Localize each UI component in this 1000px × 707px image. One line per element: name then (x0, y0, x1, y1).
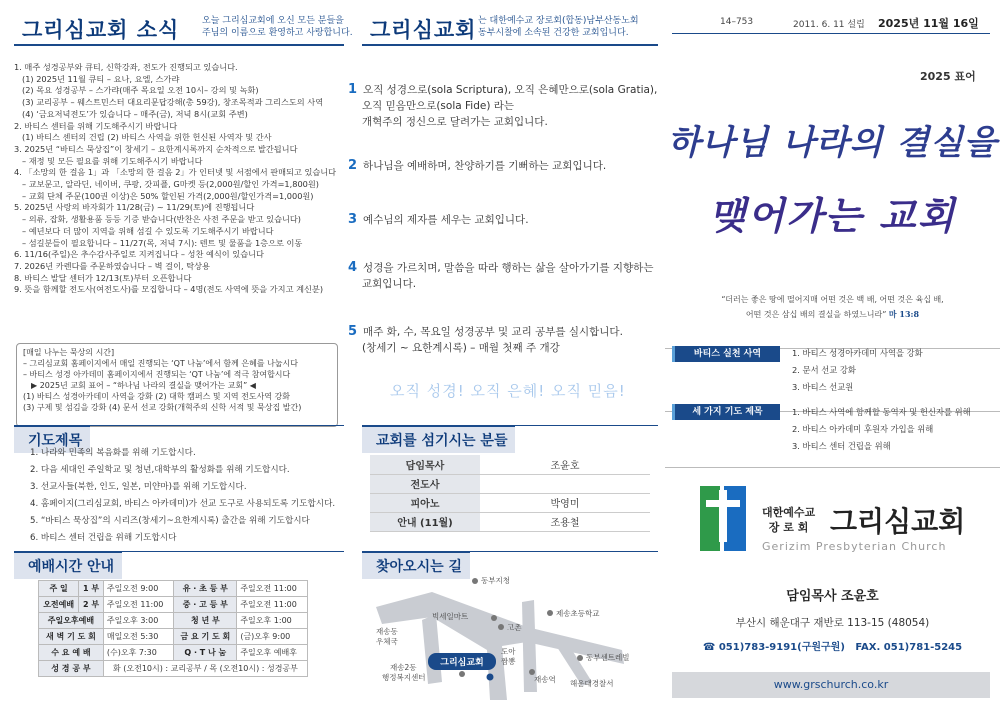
staff-row (370, 493, 650, 512)
map-label-church: 그리심교회 (440, 658, 484, 668)
tag1-item: 3. 바티스 선교원 (792, 382, 854, 392)
staff-name: 박영미 (480, 493, 650, 512)
contact (665, 638, 1000, 653)
schedule-cell: 청 년 부 (174, 613, 237, 629)
vision-number: 4 (348, 260, 358, 275)
map-label-doa-2: 짬뽕 (501, 657, 516, 666)
map-label-gohyeon: 고촌 (507, 623, 522, 632)
map-label-admin-1: 재송2동 (390, 663, 417, 672)
meditation-line: (1) 바티스 성경아카데미 사역을 강화 (2) 대학 캠퍼스 및 지역 전도사역 강화 (23, 392, 291, 401)
vision-line (348, 212, 529, 228)
middle-rule (362, 44, 658, 46)
schedule-cell: 화 (오전10시) : 교리공부 / 목 (오전10시) : 성경공부 (103, 661, 307, 677)
vision-number: 5 (348, 324, 358, 339)
schedule-title: 예배시간 안내 (14, 552, 122, 579)
schedule-cell: (금)오후 9:00 (237, 629, 308, 645)
news-item: – 예년보다 더 많이 지역을 위해 섬길 수 있도록 기도해주시기 바랍니다 (22, 225, 274, 236)
map-dot-east-station (472, 578, 478, 584)
schedule-cell: 주일오전 11:00 (103, 597, 173, 613)
fax: FAX. 051)781-5245 (855, 642, 963, 653)
tag2-item: 1. 바티스 사역에 함께할 동역자 및 헌신자를 위해 (792, 407, 971, 417)
map-dot-center2 (577, 655, 583, 661)
news-item: – 재정 및 모든 필요를 위해 기도해주시기 바랍니다 (22, 155, 203, 166)
bulletin-date: 2025년 11월 16일 (878, 17, 979, 30)
tag1-item: 2. 문서 선교 강화 (792, 365, 856, 375)
vision-item (348, 324, 623, 356)
prayer-tag: 세 가지 기도 제목 (672, 404, 780, 420)
news-item: (4) ‘금요저녁전도’가 있습니다 – 매주(금), 저녁 8시(교회 주변) (22, 108, 248, 119)
prayer-title: 기도제목 (14, 426, 90, 453)
vision-number: 3 (348, 212, 358, 227)
logo-english: Gerizim Presbyterian Church (762, 540, 947, 553)
schedule-cell: 주일오후 예배후 (237, 645, 308, 661)
staff-name (480, 474, 650, 493)
ministry-tag: 바티스 실천 사역 (672, 346, 780, 362)
staff-row (370, 474, 650, 493)
vision-item (348, 158, 606, 174)
staff-row (370, 512, 650, 531)
news-title: 그리심교회 소식 (22, 18, 180, 42)
pastor-name: 담임목사 조윤호 (786, 589, 879, 604)
logo-church-name: 그리심교회 (830, 505, 966, 538)
vision-text: 예수님의 제자를 세우는 교회입니다. (363, 214, 529, 226)
news-item: 7. 2026년 카렌다를 주문하였습니다 – 벽 걸이, 탁상용 (14, 260, 210, 271)
map-dot-church (487, 674, 494, 681)
news-item: 8. 바티스 발달 센터가 12/13(토)부터 오픈합니다 (14, 272, 192, 283)
tag2-item: 3. 바티스 센터 건립을 위해 (792, 441, 891, 451)
schedule-cell: 주일오전 11:00 (237, 597, 308, 613)
vision-number: 2 (348, 158, 358, 173)
schedule-cell: 오전예배 (39, 597, 79, 613)
verse-ref: 마 13:8 (888, 309, 920, 319)
staff-table (370, 455, 650, 532)
vision-text: 매주 화, 수, 목요일 성경공부 및 교리 공부를 실시합니다. (363, 326, 623, 338)
news-item: – 교회 단체 주문(100권 이상)은 50% 할인된 가격(2,000원/할인가격=1,000원) (22, 190, 314, 201)
tag1-item: 1. 바티스 성경아카데미 사역을 강화 (792, 348, 923, 358)
logo-denomination: 대한예수교 장 로 회 (762, 506, 816, 534)
meditation-line: [매일 나누는 묵상의 시간] (23, 348, 115, 357)
left-rule (14, 44, 344, 46)
vision-number: 1 (348, 82, 358, 97)
map-label-post-1: 재송동 (376, 627, 398, 636)
staff-role: 담임목사 (370, 455, 480, 474)
founded-date: 2011. 6. 11 설립 (793, 20, 865, 30)
map-dot-school (547, 610, 553, 616)
schedule-cell: 주일오후 3:00 (103, 613, 173, 629)
vision-text: 오직 믿음만으로(sola Fide) 라는 (362, 100, 515, 112)
right-rule (672, 33, 990, 34)
schedule-cell: Q · T 나 눔 (174, 645, 237, 661)
vision-line (348, 260, 653, 276)
schedule-row (39, 661, 308, 677)
left-header (22, 14, 179, 44)
map-dot-gohyeon (498, 624, 504, 630)
schedule-cell: 매일오전 5:30 (103, 629, 173, 645)
news-item: (1) 바티스 센터의 건립 (2) 바티스 사역을 위한 헌신된 사역자 및 간사 (22, 132, 272, 143)
church-subtitle: 는 대한예수교 장로회(합동)남부산동노회 동부시찰에 소속된 건강한 교회입니다. (478, 16, 639, 38)
vision-line (348, 98, 657, 114)
map-dot-mart (491, 615, 497, 621)
staff-role: 피아노 (370, 493, 480, 512)
vision-item (348, 82, 657, 130)
vision-line (348, 114, 657, 130)
schedule-cell: 중 · 고 등 부 (174, 597, 237, 613)
news-item: 5. 2025년 사랑의 바자회가 11/28(금) ~ 11/29(토)에 진행됩니다 (14, 202, 255, 213)
schedule-cell: 금 요 기 도 회 (174, 629, 237, 645)
prayer-item: 2. 다음 세대인 주일학교 및 청년,대학부의 활성화를 위해 기도합시다. (30, 465, 290, 475)
prayer-item: 1. 나라와 민족의 복음화를 위해 기도합시다. (30, 448, 196, 458)
motto-label: 2025 표어 (920, 70, 976, 83)
news-subtitle: 오늘 그리심교회에 오신 모든 분들을 주님의 이름으로 환영하고 사랑합니다. (202, 16, 353, 38)
vision-item (348, 260, 653, 292)
issue-number: 14–753 (720, 17, 754, 27)
website-link[interactable]: www.grschurch.co.kr (672, 672, 990, 698)
prayer-item: 6. 바티스 센터 건립을 위해 기도합시다 (30, 533, 177, 543)
church-title: 그리심교회 (370, 18, 477, 42)
tag2-item: 2. 바티스 아카데미 후원자 가입을 위해 (792, 424, 934, 434)
schedule-row (39, 581, 308, 597)
schedule-cell: 주일오후예배 (39, 613, 104, 629)
schedule-table (38, 580, 308, 677)
map-title: 찾아오시는 길 (362, 552, 470, 579)
schedule-cell: 유 · 초 등 부 (174, 581, 237, 597)
map-label-doa-1: 도아 (501, 647, 516, 656)
schedule-cell: 주일오전 11:00 (237, 581, 308, 597)
directions-map (362, 572, 658, 702)
map-label-admin-2: 행정복지센터 (382, 673, 426, 682)
schedule-cell: 주 일 (39, 581, 79, 597)
news-item: 9. 뜻을 함께할 전도사(여전도사)를 모집합니다 – 4명(전도 사역에 뜻을 가지고 계신분) (14, 284, 324, 295)
schedule-row (39, 597, 308, 613)
tel: ☎ 051)783-9191(구원구원) (702, 642, 845, 653)
schedule-cell: 2 부 (79, 597, 104, 613)
news-item: (3) 교리공부 – 웨스트민스터 대요리문답강해(총 59강), 창조목적과 그리스도의 사역 (22, 97, 324, 108)
prayer-list (30, 445, 335, 547)
map-label-center2: 동부센트레빌 (586, 653, 630, 662)
staff-section (362, 425, 658, 453)
news-item: – 의류, 잡화, 생활용품 등등 기증 받습니다(반찬은 사전 주문을 받고 있습니다) (22, 214, 301, 225)
church-logo-icon (700, 486, 750, 551)
meditation-line: – 바티스 성경 아카데미 홈페이지에서 진행되는 ‘QT 나눔’에 적극 참여합시다 (23, 370, 291, 379)
vision-item (348, 212, 529, 228)
address: 부산시 해운대구 재반로 113-15 (48054) (735, 617, 930, 629)
vision-text: 성경을 가르치며, 말씀을 따라 행하는 삶을 살아가기를 지향하는 (363, 262, 654, 274)
bible-verse: “더러는 좋은 땅에 떨어지매 어떤 것은 백 배, 어떤 것은 육십 배, 어떤 것은 삼십 배의 결실을 하였느니라” 마 13:8 (721, 295, 944, 319)
prayer-tag-list (792, 404, 971, 455)
map-label-station: 재송역 (534, 675, 556, 684)
ministry-list (792, 345, 923, 396)
schedule-cell: 1 부 (79, 581, 104, 597)
news-item: 6. 11/16(주일)은 추수감사주일로 지켜집니다 – 성찬 예식이 있습니다 (14, 249, 264, 260)
meditation-line: (3) 구제 및 섬김을 강화 (4) 문서 선교 강화(개혁주의 신학 서적 및 묵상집 발간) (23, 403, 302, 412)
map-label-mart: 빅세일마트 (432, 612, 469, 621)
prayer-item: 3. 선교사들(북한, 인도, 일본, 미얀마)를 위해 기도합시다. (30, 482, 247, 492)
schedule-cell: (수)오후 7:30 (103, 645, 173, 661)
vision-line (348, 324, 623, 340)
schedule-row (39, 629, 308, 645)
news-item: (1) 2025년 11월 큐티 – 요나, 요엘, 스가랴 (22, 73, 180, 84)
meditation-line: ▶ 2025년 교회 표어 – “하나님 나라의 결실을 맺어가는 교회” ◀ (31, 381, 256, 390)
staff-row (370, 455, 650, 474)
slogan: 오직 성경! 오직 은혜! 오직 믿음! (390, 382, 626, 400)
motto-line-2: 맺어가는 교회 (708, 193, 957, 238)
map-label-school: 제송초등학교 (556, 609, 600, 618)
news-item: 4. 「소망의 한 걸음 1」과 「소망의 한 걸음 2」가 인터넷 및 서점에서 판매되고 있습니다 (14, 167, 337, 178)
schedule-cell: 수 요 예 배 (39, 645, 104, 661)
news-item: 2. 바티스 센터를 위해 기도해주시기 바랍니다 (14, 120, 178, 131)
schedule-cell: 주일오후 1:00 (237, 613, 308, 629)
schedule-row (39, 613, 308, 629)
news-list (14, 62, 344, 296)
vision-text: 교회입니다. (362, 278, 417, 290)
staff-role: 안내 (11월) (370, 512, 480, 531)
staff-title: 교회를 섬기시는 분들 (362, 426, 515, 453)
schedule-section (14, 551, 344, 579)
meditation-line: – 그리심교회 홈페이지에서 매일 진행되는 ‘QT 나눔’에서 함께 은혜를 나눕시다 (23, 359, 298, 368)
logo-rule (665, 467, 1000, 468)
news-item: 3. 2025년 “바티스 묵상집”이 창세기 – 요한계시록까지 순차적으로 발간됩니다 (14, 143, 298, 154)
vision-line (348, 82, 657, 98)
map-label-east-station: 동부지청 (481, 576, 510, 585)
vision-line (348, 340, 623, 356)
news-item: 1. 매주 성경공부와 큐티, 신학강좌, 전도가 진행되고 있습니다. (14, 62, 238, 72)
news-item: – 교보문고, 알라딘, 네이버, 쿠팡, 갓피플, G마켓 등(2,000원/할인 가격=1,800원) (22, 179, 319, 190)
middle-header (370, 14, 476, 44)
vision-line (348, 276, 653, 292)
news-item: (2) 목요 성경공부 – 스가랴(매주 목요일 오전 10시– 강의 및 녹화) (22, 85, 259, 96)
prayer-item: 4. 홈페이지(그리심교회, 바티스 아카데미)가 선교 도구로 사용되도록 기도합시다. (30, 499, 336, 509)
vision-text: 오직 성경으로(sola Scriptura), 오직 은혜만으로(sola Gratia), (363, 84, 658, 96)
vision-text: 개혁주의 정신으로 달려가는 교회입니다. (362, 116, 548, 128)
schedule-cell: 주일오전 9:00 (103, 581, 173, 597)
map-label-post-2: 우체국 (376, 637, 398, 646)
staff-role: 전도사 (370, 474, 480, 493)
schedule-cell: 성 경 공 부 (39, 661, 104, 677)
vision-line (348, 158, 606, 174)
meditation-box (16, 343, 338, 427)
map-dot-admin (459, 671, 465, 677)
schedule-cell: 새 벽 기 도 회 (39, 629, 104, 645)
staff-name: 조윤호 (480, 455, 650, 474)
motto-line-1: 하나님 나라의 결실을 (667, 123, 998, 163)
news-item: – 섬길분들이 필요합니다 – 11/27(목, 저녁 7시): 텐트 및 물품을 1층으로 이동 (22, 237, 303, 248)
schedule-row (39, 645, 308, 661)
map-label-police: 해운대경찰서 (570, 679, 614, 688)
vision-text: 하나님을 예배하며, 찬양하기를 기뻐하는 교회입니다. (363, 160, 607, 172)
vision-text: (창세기 ~ 요한계시록) – 매월 첫째 주 개강 (362, 342, 560, 354)
staff-name: 조용철 (480, 512, 650, 531)
prayer-item: 5. “바티스 묵상집”의 시리즈(창세기~요한계시록) 출간을 위해 기도합시다 (30, 516, 310, 526)
